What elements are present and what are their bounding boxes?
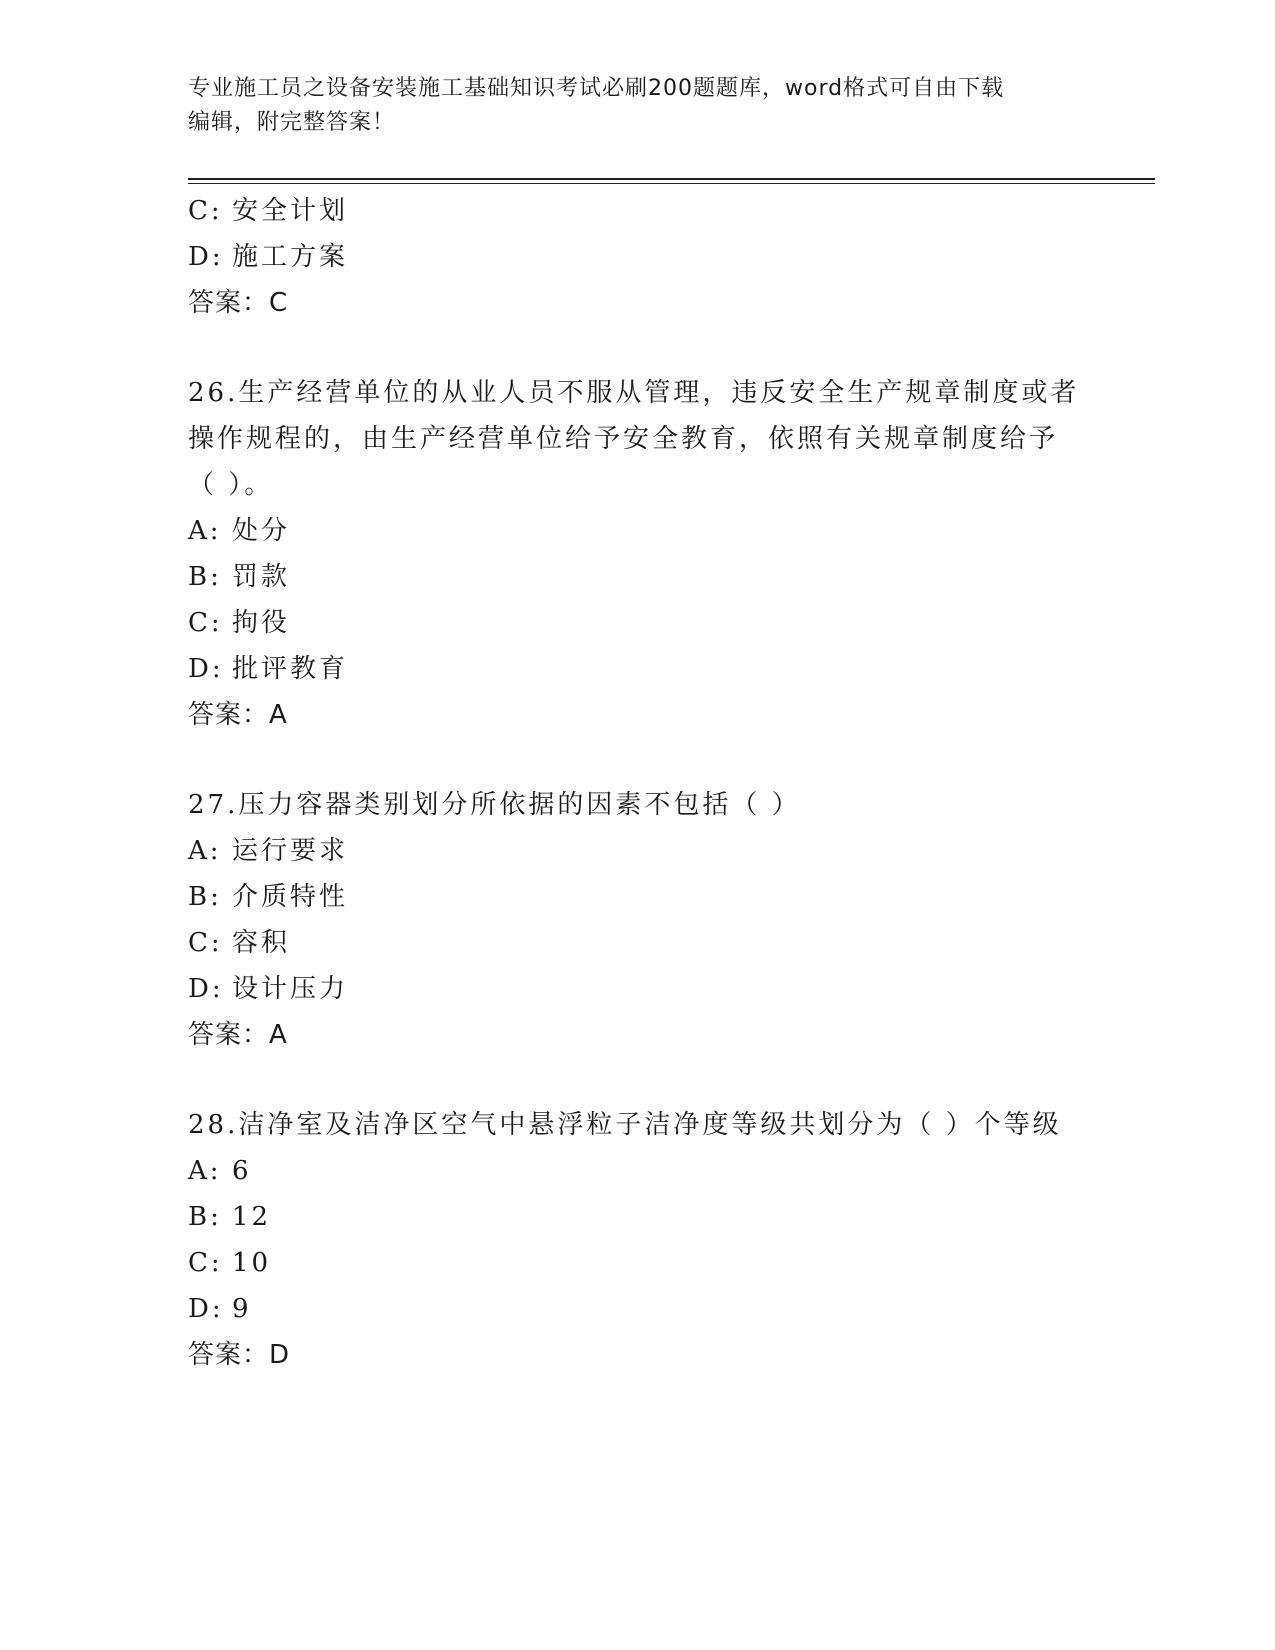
header-title-line-1: 专业施工员之设备安装施工基础知识考试必刷200题题库，word格式可自由下载: [188, 76, 1005, 101]
option-letter: B:: [188, 1202, 222, 1232]
option-text: 介质特性: [232, 882, 349, 912]
option-text: 处分: [232, 516, 291, 546]
option-text: 安全计划: [232, 196, 349, 226]
question-stem: [188, 1102, 1088, 1148]
question-26: [188, 370, 1088, 738]
option-letter: D:: [188, 974, 224, 1004]
question-stem-line: 27.压力容器类别划分所依据的因素不包括（ ）: [188, 790, 801, 820]
question-continued: [188, 188, 1088, 326]
option-letter: D:: [188, 1294, 224, 1324]
question-stem-line: 28.洁净室及洁净区空气中悬浮粒子洁净度等级共划分为（ ）个等级: [188, 1110, 1062, 1140]
option-text: 拘役: [232, 608, 291, 638]
question-stem-line: 操作规程的，由生产经营单位给予安全教育，依照有关规章制度给予: [188, 424, 1059, 454]
option-letter: D:: [188, 242, 224, 272]
option-text: 运行要求: [232, 836, 349, 866]
option-c: [188, 1240, 1088, 1286]
answer-line: 答案：C: [188, 288, 289, 318]
option-text: 12: [232, 1202, 272, 1232]
option-letter: D:: [188, 654, 224, 684]
answer-line: 答案：A: [188, 700, 288, 730]
option-text: 批评教育: [232, 654, 349, 684]
option-text: 10: [232, 1248, 272, 1278]
answer-line: 答案：A: [188, 1020, 288, 1050]
option-letter: C:: [188, 928, 223, 958]
option-text: 罚款: [232, 562, 291, 592]
option-letter: B:: [188, 562, 222, 592]
question-stem: [188, 370, 1088, 508]
option-a: [188, 508, 1088, 554]
option-letter: C:: [188, 1248, 223, 1278]
option-letter: B:: [188, 882, 222, 912]
question-stem-line: 26.生产经营单位的从业人员不服从管理，违反安全生产规章制度或者: [188, 378, 1080, 408]
option-d: [188, 646, 1088, 692]
option-d: [188, 234, 1088, 280]
header-title-line-2: 编辑，附完整答案！: [188, 110, 396, 135]
option-text: 施工方案: [232, 242, 349, 272]
header-divider-thin: [188, 183, 1155, 184]
question-list: [188, 188, 1088, 1378]
question-28: [188, 1102, 1088, 1378]
option-text: 容积: [232, 928, 291, 958]
option-letter: A:: [188, 836, 222, 866]
option-letter: A:: [188, 516, 222, 546]
option-c: [188, 600, 1088, 646]
option-letter: C:: [188, 608, 223, 638]
option-c: [188, 188, 1088, 234]
option-a: [188, 828, 1088, 874]
page-header: [188, 72, 1088, 140]
option-letter: A:: [188, 1156, 222, 1186]
question-27: [188, 782, 1088, 1058]
option-b: [188, 874, 1088, 920]
option-b: [188, 1194, 1088, 1240]
option-b: [188, 554, 1088, 600]
header-divider: [188, 178, 1155, 180]
option-d: [188, 1286, 1088, 1332]
question-stem: [188, 782, 1088, 828]
question-stem-line: （ ）。: [188, 470, 274, 500]
option-text: 6: [232, 1156, 252, 1186]
option-c: [188, 920, 1088, 966]
option-text: 9: [232, 1294, 252, 1324]
option-a: [188, 1148, 1088, 1194]
option-d: [188, 966, 1088, 1012]
answer-line: 答案：D: [188, 1340, 291, 1370]
option-text: 设计压力: [232, 974, 349, 1004]
option-letter: C:: [188, 196, 223, 226]
